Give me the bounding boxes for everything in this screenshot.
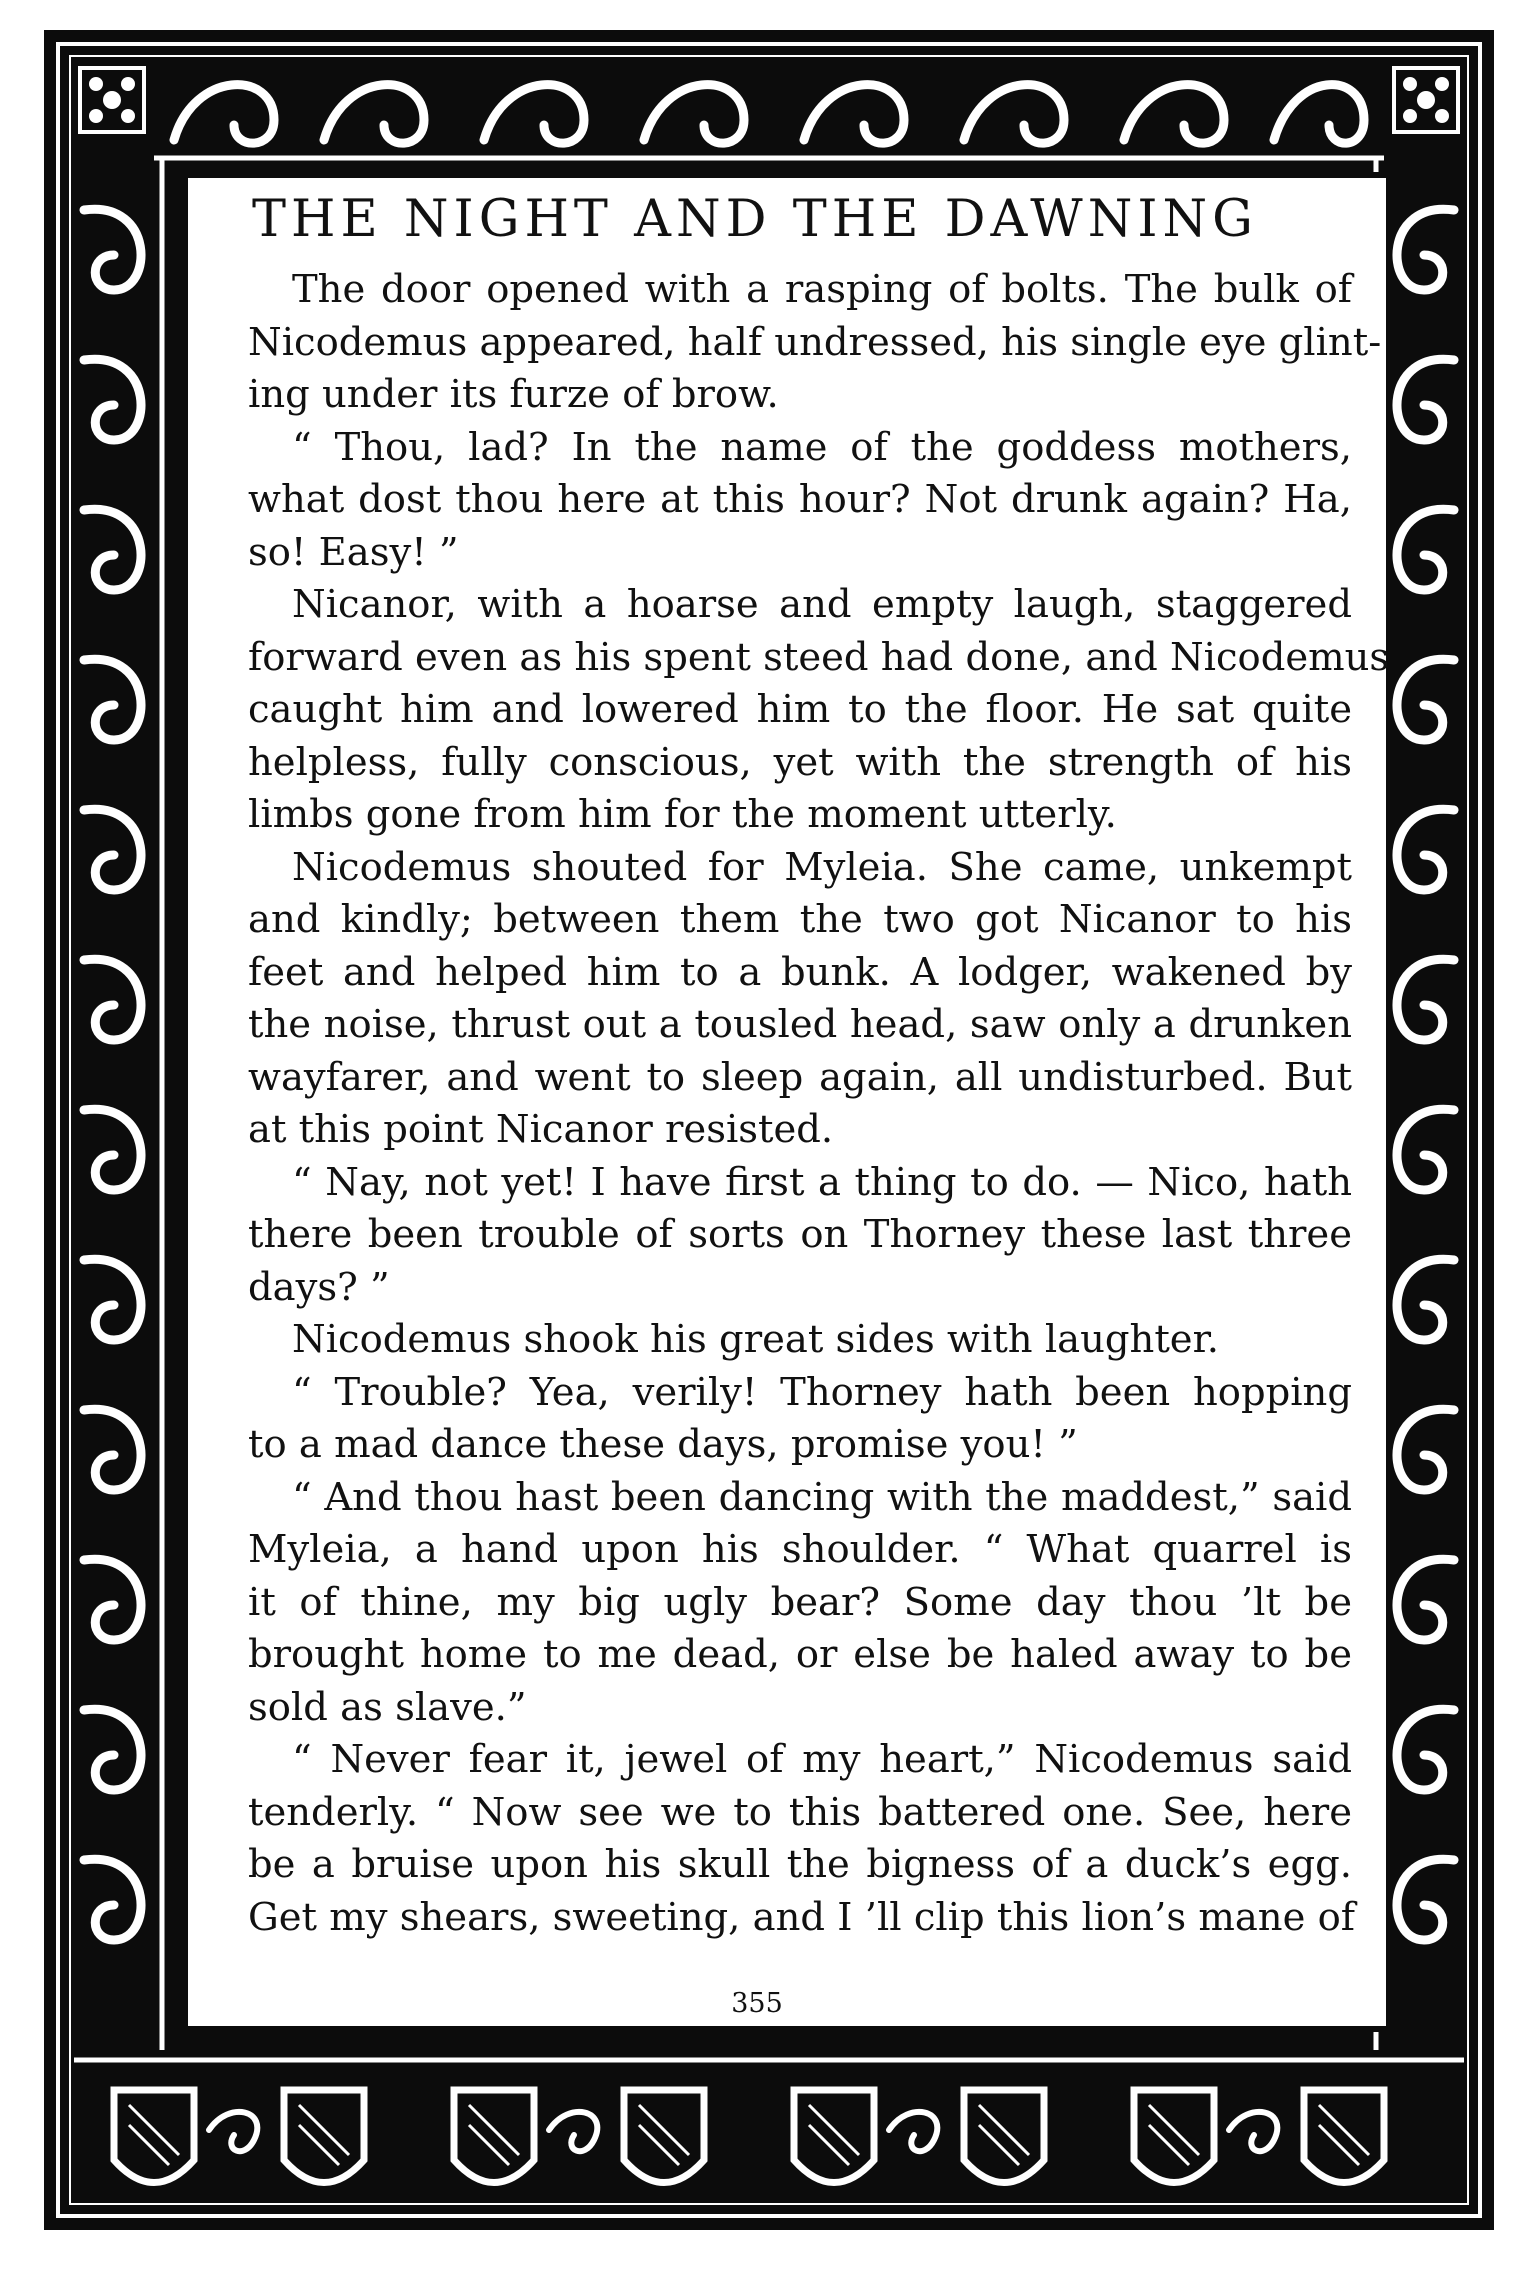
page-title: THE NIGHT AND THE DAWNING	[252, 190, 1258, 249]
text-line: Nicodemus shouted for Myleia. She came, unkempt	[292, 844, 1352, 890]
text-line: “ Never fear it, jewel of my heart,” Nicodemus said	[292, 1737, 1352, 1782]
text-line: be a bruise upon his skull the bigness of a duck’s egg.	[248, 1842, 1352, 1887]
text-line: tenderly. “ Now see we to this battered one. See, here	[248, 1789, 1352, 1835]
text-line: ing under its furze of brow.	[248, 372, 779, 417]
body-text	[248, 264, 1390, 1944]
text-line: helpless, fully conscious, yet with the strength of his	[248, 739, 1352, 785]
page-number: 355	[731, 1988, 783, 2019]
text-line: “ Trouble? Yea, verily! Thorney hath been hopping	[292, 1369, 1352, 1415]
text-line: The door opened with a rasping of bolts. The bulk of	[292, 267, 1352, 312]
paragraph	[248, 579, 1390, 842]
paragraph	[248, 1314, 1352, 1367]
text-line: “ Nay, not yet! I have first a thing to do. — Nico, hath	[292, 1159, 1352, 1205]
text-line: what dost thou here at this hour? Not drunk again? Ha,	[248, 477, 1352, 522]
paragraph	[248, 842, 1352, 1157]
text-line: and kindly; between them the two got Nicanor to his	[248, 897, 1352, 942]
text-line: it of thine, my big ugly bear? Some day thou ’lt be	[248, 1579, 1352, 1625]
text-line: Nicodemus appeared, half undressed, his single eye glint-	[248, 319, 1382, 365]
corner-flower-icon	[1394, 68, 1458, 132]
paragraph	[248, 422, 1352, 580]
corner-flower-icon	[80, 68, 144, 132]
text-line: limbs gone from him for the moment utterly.	[248, 792, 1117, 837]
text-line: to a mad dance these days, promise you! ”	[248, 1422, 1078, 1467]
paragraph	[248, 1472, 1352, 1735]
text-line: feet and helped him to a bunk. A lodger, wakened by	[248, 949, 1352, 995]
text-line: Myleia, a hand upon his shoulder. “ What quarrel is	[248, 1527, 1352, 1572]
text-line: wayfarer, and went to sleep again, all undisturbed. But	[248, 1054, 1352, 1100]
text-line: at this point Nicanor resisted.	[248, 1107, 834, 1152]
text-line: “ And thou hast been dancing with the maddest,” said	[292, 1474, 1352, 1520]
text-line: brought home to me dead, or else be haled away to be	[248, 1632, 1352, 1677]
text-line: “ Thou, lad? In the name of the goddess mothers,	[292, 424, 1352, 470]
text-line: Nicodemus shook his great sides with laughter.	[292, 1317, 1219, 1362]
text-line: sold as slave.”	[248, 1684, 527, 1730]
text-line: caught him and lowered him to the floor. He sat quite	[248, 687, 1352, 732]
text-line: forward even as his spent steed had done, and Nicodemus	[248, 634, 1390, 680]
paragraph	[248, 1734, 1356, 1944]
text-line: there been trouble of sorts on Thorney these last three	[248, 1212, 1352, 1257]
text-line: Get my shears, sweeting, and I ’ll clip this lion’s mane of	[248, 1894, 1356, 1940]
text-line: days? ”	[248, 1264, 390, 1310]
text-line: Nicanor, with a hoarse and empty laugh, staggered	[292, 582, 1352, 627]
paragraph	[248, 1367, 1352, 1472]
paragraph	[248, 1157, 1352, 1315]
paragraph	[248, 264, 1382, 422]
text-line: the noise, thrust out a tousled head, saw only a drunken	[248, 1002, 1352, 1047]
text-line: so! Easy! ”	[248, 529, 459, 575]
